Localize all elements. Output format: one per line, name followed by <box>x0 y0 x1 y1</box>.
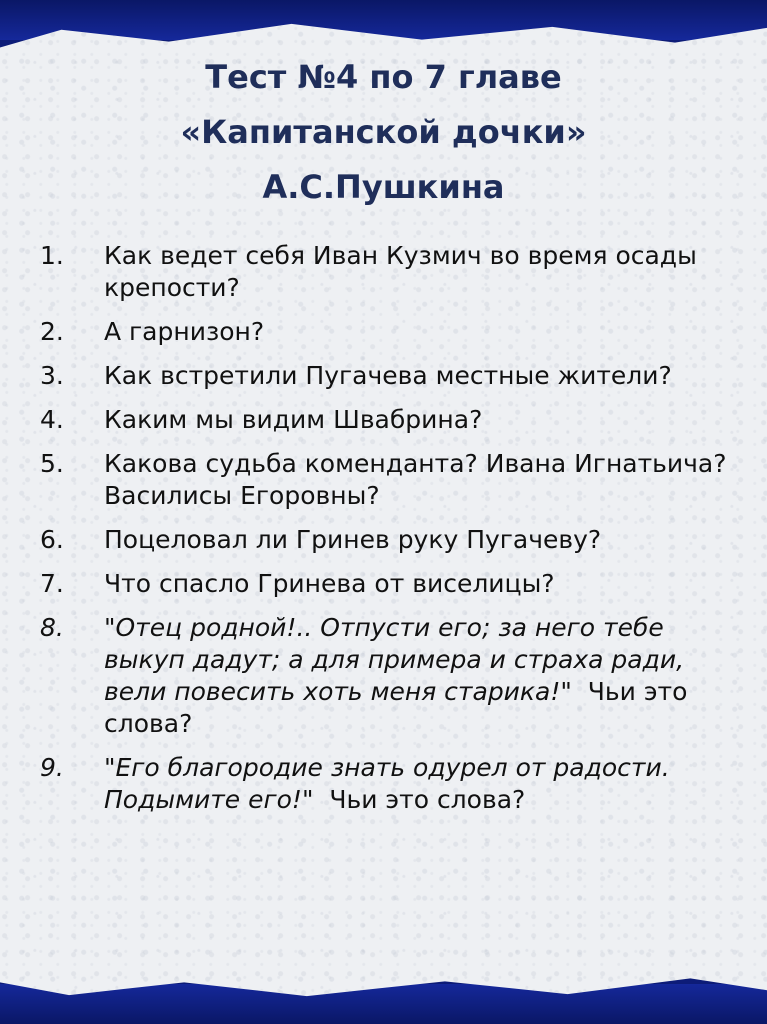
top-border-band <box>0 0 767 40</box>
question-list <box>40 240 730 828</box>
question-number: 8. <box>40 613 64 642</box>
question-number: 4. <box>40 405 64 434</box>
question-item-7 <box>40 568 730 600</box>
question-body <box>104 612 730 740</box>
question-item-1 <box>40 240 730 304</box>
question-number: 5. <box>40 449 64 478</box>
question-text: Как ведет себя Иван Кузмич во время осады крепости? <box>104 241 697 302</box>
question-number: 9. <box>40 753 64 782</box>
question-item-4 <box>40 404 730 436</box>
question-number: 3. <box>40 361 64 390</box>
question-text: Чьи это слова? <box>104 677 696 738</box>
quote-text: "Его благородие знать одурел от радости. Подымите его!" <box>104 753 670 814</box>
bottom-border-band <box>0 984 767 1024</box>
question-text: Поцеловал ли Гринев руку Пугачеву? <box>104 525 602 554</box>
title-line-1: Тест №4 по 7 главе <box>205 58 562 96</box>
question-item-6 <box>40 524 730 556</box>
question-number: 7. <box>40 569 64 598</box>
question-text: Что спасло Гринева от виселицы? <box>104 569 555 598</box>
question-text: Каким мы видим Швабрина? <box>104 405 483 434</box>
question-item-8 <box>40 612 730 740</box>
question-item-9 <box>40 752 730 816</box>
question-number: 1. <box>40 241 64 270</box>
question-body <box>104 752 730 816</box>
question-item-5 <box>40 448 730 512</box>
question-number: 2. <box>40 317 64 346</box>
question-text: Какова судьба коменданта? Ивана Игнатьича? Василисы Егоровны? <box>104 449 727 510</box>
question-text: А гарнизон? <box>104 317 265 346</box>
title-line-3: А.С.Пушкина <box>262 168 505 206</box>
question-item-3 <box>40 360 730 392</box>
question-text: Чьи это слова? <box>313 785 526 814</box>
title-line-2: «Капитанской дочки» <box>180 113 587 151</box>
question-number: 6. <box>40 525 64 554</box>
quote-text: "Отец родной!.. Отпусти его; за него тебе выкуп дадут; а для примера и страха ради, вели повесить хоть меня старика!" <box>104 613 685 706</box>
slide-title <box>0 50 767 215</box>
question-text: Как встретили Пугачева местные жители? <box>104 361 672 390</box>
question-item-2 <box>40 316 730 348</box>
